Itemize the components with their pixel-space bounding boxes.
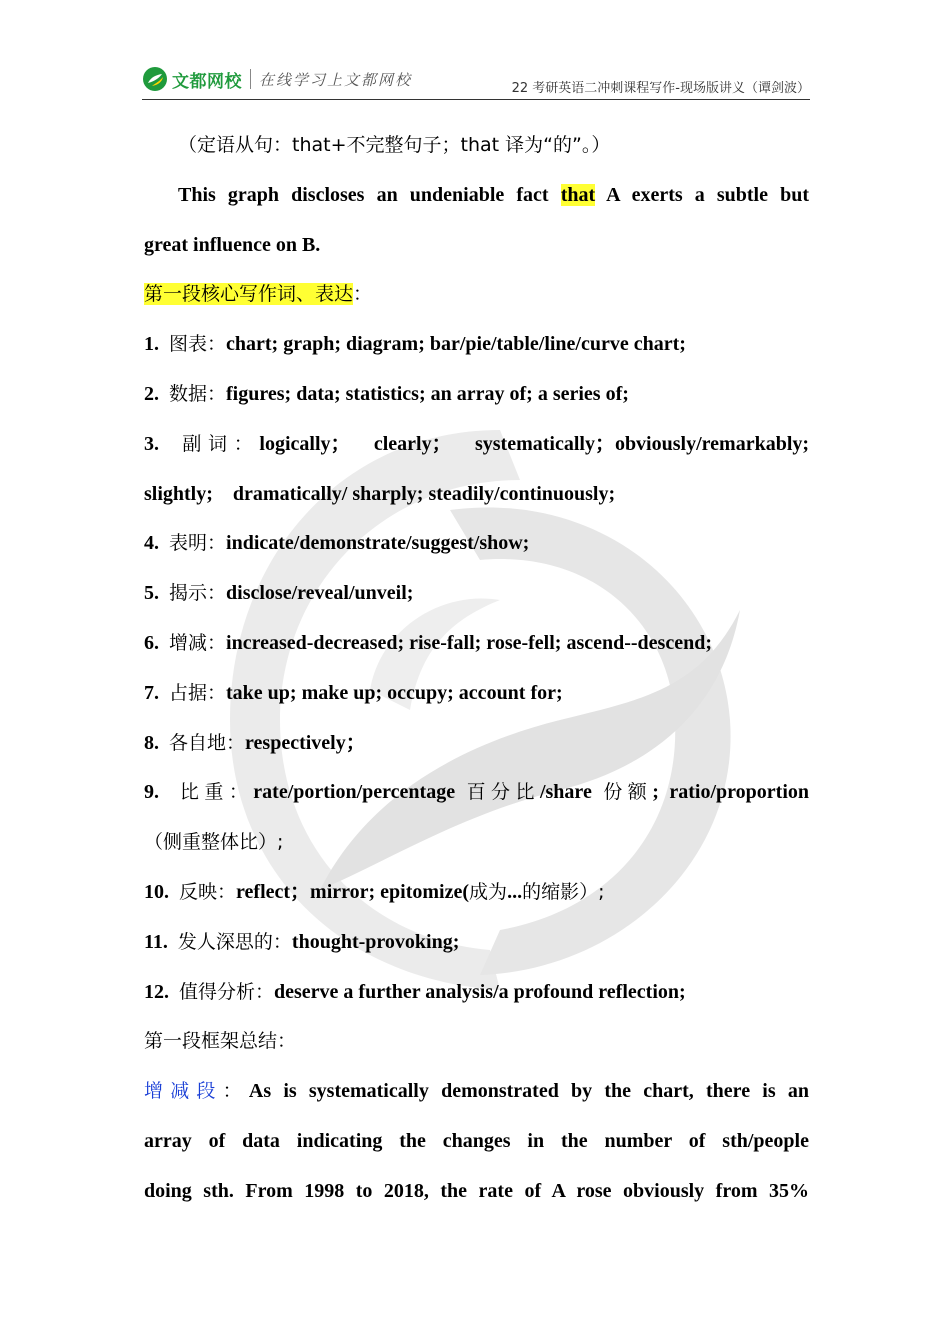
item-text: dramatically/ sharply; steadily/continuously; (232, 482, 616, 505)
item-number: 8. (144, 731, 159, 754)
item-text-cn: 成为 (469, 880, 508, 903)
logo-icon (142, 66, 168, 92)
frame-text: As is systematically demonstrated by the chart, there is an (248, 1080, 809, 1103)
header-rule (142, 99, 810, 100)
item-text: figures; data; statistics; an array of; a series of; (226, 382, 629, 405)
item-number: 5. (144, 582, 159, 605)
item-label: 占据： (169, 681, 227, 704)
example-text-a: This graph discloses an undeniable fact (178, 183, 561, 206)
item-text: reflect；mirror; epitomize( (236, 880, 470, 903)
item-text: systematically；obviously/remarkably; (474, 432, 810, 455)
item-number: 12. (144, 980, 169, 1003)
list-item-5 (144, 569, 809, 619)
slogan: 在线学习上文都网校 (259, 70, 413, 89)
item-text: deserve a further analysis/a profound reflection; (274, 980, 686, 1003)
item-number: 3. (144, 432, 159, 455)
section-heading-colon: ： (353, 283, 373, 306)
section-heading: 第一段核心写作词、表达 (144, 283, 354, 306)
list-item-8 (144, 719, 809, 769)
line-section-heading (144, 270, 809, 320)
item-label: 图表： (169, 333, 227, 356)
header-title: 22 考研英语二冲刺课程写作-现场版讲义（谭剑波） (511, 81, 810, 96)
item-label: 值得分析： (179, 980, 275, 1003)
list-item-11 (144, 918, 809, 968)
list-item-9-continued (144, 818, 809, 868)
item-label: 发人深思的： (177, 930, 292, 953)
item-text: /share (539, 781, 592, 804)
page-header (142, 64, 810, 100)
item-text: indicate/demonstrate/suggest/show; (226, 532, 530, 555)
frame-colon: ： (222, 1080, 249, 1103)
item-label: 比重： (179, 781, 254, 804)
logo (142, 66, 412, 92)
list-item-1 (144, 320, 809, 370)
example-text-c: A exerts a subtle but (595, 183, 809, 206)
list-item-2 (144, 370, 809, 420)
item-text: thought-provoking; (291, 930, 460, 953)
item-label: 增减： (169, 631, 227, 654)
frame-text: doing sth. From 1998 to 2018, the rate of A rose obviously from 35% (144, 1179, 809, 1202)
item-text-cn: 百分比 (455, 781, 540, 804)
item-number: 1. (144, 333, 159, 356)
line-example-1 (144, 171, 809, 221)
list-item-12 (144, 968, 809, 1018)
item-text: slightly; (144, 482, 213, 505)
line-frame-1 (144, 1067, 809, 1117)
item-text: rate/portion/percentage (253, 781, 456, 804)
list-item-7 (144, 669, 809, 719)
list-item-3-continued (144, 470, 809, 520)
item-label: 表明： (169, 532, 227, 555)
document-body (144, 121, 809, 1217)
item-number: 7. (144, 681, 159, 704)
item-label: 各自地： (169, 731, 246, 754)
item-text: disclose/reveal/unveil; (226, 582, 414, 605)
item-number: 2. (144, 382, 159, 405)
list-item-10 (144, 868, 809, 918)
item-text: increased-decreased; rise-fall; rose-fell; ascend--descend; (226, 631, 713, 654)
frame-title: 第一段框架总结： (144, 1030, 297, 1053)
item-number: 9. (144, 781, 159, 804)
logo-separator (250, 69, 251, 89)
example-text-cont: great influence on B. (144, 233, 321, 256)
highlighted-that: that (560, 183, 596, 206)
list-item-6 (144, 619, 809, 669)
item-text-cn: （侧重整体比）; (144, 831, 284, 854)
line-note (144, 121, 809, 171)
logo-text: 文都网校 (172, 71, 242, 92)
list-item-4 (144, 519, 809, 569)
item-text: clearly； (373, 432, 452, 455)
line-frame-2 (144, 1117, 809, 1167)
item-text-cn: 份额 (591, 781, 653, 804)
list-item-9 (144, 768, 809, 818)
item-number: 10. (144, 880, 169, 903)
item-label: 揭示： (169, 582, 227, 605)
item-text-cn: 的缩影）; (522, 880, 605, 903)
item-text: ; ratio/proportion (652, 781, 809, 804)
item-label: 数据： (169, 382, 227, 405)
item-text: ... (507, 880, 523, 903)
item-text: take up; make up; occupy; account for; (226, 681, 563, 704)
item-text: chart; graph; diagram; bar/pie/table/line/curve chart; (226, 333, 686, 356)
note-text: （定语从句：that+不完整句子；that 译为“的”。） (178, 134, 611, 156)
item-number: 4. (144, 532, 159, 555)
list-item-3 (144, 420, 809, 470)
frame-label: 增减段 (144, 1080, 223, 1103)
frame-text: array of data indicating the changes in the number of sth/people (144, 1129, 809, 1152)
item-label: 反映： (179, 880, 237, 903)
item-number: 6. (144, 631, 159, 654)
item-number: 11. (144, 930, 168, 953)
item-text: respectively； (245, 731, 366, 754)
line-frame-title (144, 1017, 809, 1067)
item-label: 副词： (182, 432, 260, 455)
item-text: logically； (259, 432, 351, 455)
line-example-2 (144, 221, 809, 271)
line-frame-3 (144, 1167, 809, 1217)
